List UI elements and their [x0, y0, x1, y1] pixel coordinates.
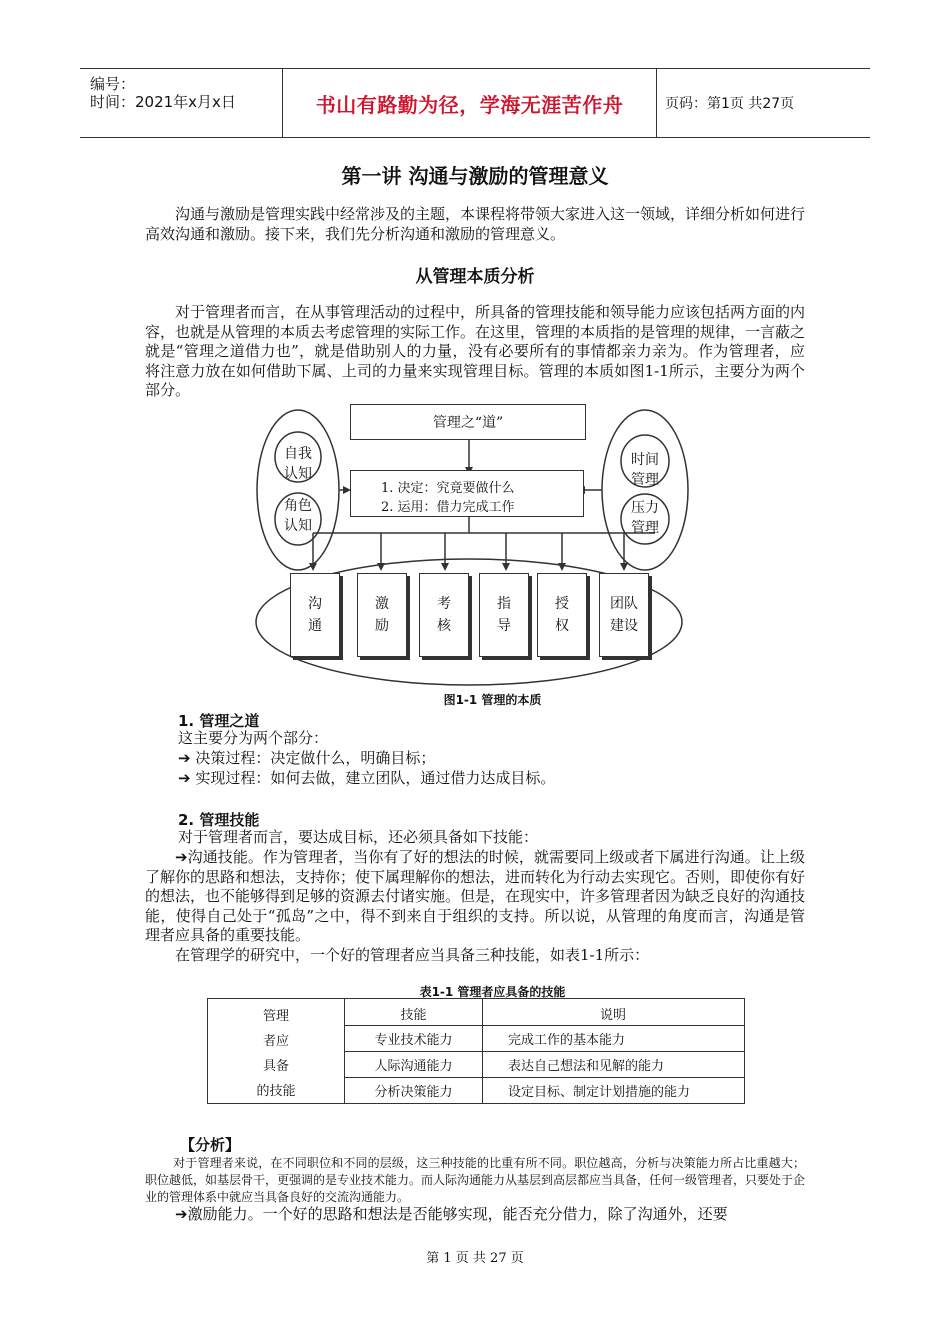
- header-page-cell: [657, 69, 870, 137]
- box-guidance: 指 导: [479, 573, 529, 657]
- analysis-heading: 【分析】: [180, 1136, 241, 1154]
- intro-paragraph: [145, 205, 805, 244]
- lecture-title: 第一讲 沟通与激励的管理意义: [341, 164, 609, 188]
- page-footer: 第 1 页 共 27 页: [426, 1251, 524, 1266]
- self-cognition-label: 自我 认知: [284, 446, 312, 482]
- pressure-management-label: 压力 管理: [631, 500, 659, 536]
- table-intro-text: 在管理学的研究中，一个好的管理者应当具备三种技能，如表1-1所示：: [175, 946, 650, 964]
- arrow-icon: ➔: [175, 1205, 188, 1223]
- bullet1-text: 决策过程：决定做什么，明确目标；: [195, 749, 436, 767]
- box-motivation: 激 励: [357, 573, 407, 657]
- table-cell-desc: 完成工作的基本能力: [508, 1033, 626, 1048]
- box-team-building: 团队 建设: [599, 573, 649, 657]
- header-motto-cell: [283, 69, 657, 137]
- motivation-skill-text: 激励能力。一个好的思路和想法是否能够实现，能否充分借力，除了沟通外，还要: [187, 1205, 728, 1223]
- role-cognition-label: 角色 认知: [284, 498, 312, 534]
- header-left-cell: [80, 69, 283, 137]
- row-head-4: 的技能: [256, 1083, 296, 1099]
- page-info: 页码：第1页 共27页: [665, 96, 795, 112]
- number-label: 编号：: [90, 75, 136, 93]
- table-cell-skill: 分析决策能力: [374, 1085, 453, 1100]
- para-essence: [145, 303, 805, 401]
- right-ellipse: [602, 410, 688, 570]
- box-assessment: 考 核: [419, 573, 469, 657]
- section-title: 从管理本质分析: [415, 267, 535, 287]
- diagram-middle-box: [350, 470, 584, 517]
- row-head-2: 者应: [262, 1033, 289, 1049]
- arrow-icon: ➔: [178, 749, 191, 767]
- motto: 书山有路勤为径，学海无涯苦作舟: [315, 92, 624, 117]
- section2-heading: 2. 管理技能: [178, 811, 260, 829]
- table-caption: 表1-1 管理者应具备的技能: [419, 985, 566, 999]
- communication-skill-text: 沟通技能。作为管理者，当你有了好的想法的时候，就需要同上级或者下属进行沟通。让上级了解你的思路和想法，支持你；使下属理解你的想法，进而转化为行动去实现它。否则，即使你有好的想法，也不能够得到足够的资源去付诸实施。但是，在现实中，许多管理者因为缺乏良好的沟通技能，使得自己处于“孤岛”之中，得不到来自于组织的支持。所以说，从管理的角度而言，沟通是管理者应具备的重要技能。: [145, 848, 806, 945]
- motivation-skill-paragraph: [145, 1205, 805, 1225]
- document-header: [80, 68, 870, 138]
- header-skill: 技能: [400, 1007, 427, 1023]
- section1-heading: 1. 管理之道: [178, 712, 260, 730]
- section2-intro: 对于管理者而言，要达成目标，还必须具备如下技能：: [178, 828, 539, 846]
- arrow-icon: ➔: [178, 769, 191, 787]
- bullet2-text: 实现过程：如何去做，建立团队，通过借力达成目标。: [195, 769, 556, 787]
- analysis-text: 对于管理者来说，在不同职位和不同的层级，这三种技能的比重有所不同。职位越高，分析与决策能力所占比重越大；职位越低，如基层骨干，更强调的是专业技术能力。而人际沟通能力从基层到高层都应当具备，任何一级管理者，只要处于企业的管理体系中就应当具备良好的交流沟通能力。: [145, 1156, 806, 1204]
- figure-caption: 图1-1 管理的本质: [443, 693, 542, 707]
- time-management-label: 时间 管理: [631, 452, 659, 488]
- communication-skill-paragraph: [145, 848, 805, 946]
- table-cell-skill: 人际沟通能力: [374, 1059, 453, 1074]
- table-cell-desc: 设定目标、制定计划措施的能力: [508, 1085, 691, 1100]
- box-authorization: 授 权: [537, 573, 587, 657]
- left-ellipse: [257, 410, 339, 570]
- para-essence-text: 对于管理者而言，在从事管理活动的过程中，所具备的管理技能和领导能力应该包括两方面的内容，也就是从管理的本质去考虑管理的实际工作。在这里，管理的本质指的是管理的规律，一言蔽之就是“管理之道借力也”，就是借助别人的力量，没有必要所有的事情都亲力亲为。作为管理者，应将注意力放在如何借助下属、上司的力量来实现管理目标。管理的本质如图1-1所示，主要分为两个部分。: [145, 303, 806, 400]
- section1-intro: 这主要分为两个部分：: [178, 729, 329, 747]
- analysis-paragraph: [145, 1155, 805, 1206]
- table-cell-skill: 专业技术能力: [374, 1033, 453, 1048]
- table-cell-desc: 表达自己想法和见解的能力: [508, 1059, 665, 1074]
- header-description: 说明: [599, 1007, 626, 1023]
- date-label: 时间：2021年x月x日: [90, 93, 236, 111]
- row-head-1: 管理: [262, 1008, 289, 1024]
- row-head-3: 具备: [262, 1058, 289, 1074]
- section1-bullet1: [178, 749, 778, 769]
- diagram-mid-line1: 1. 决定：究竟要做什么: [381, 481, 515, 496]
- intro-text: 沟通与激励是管理实践中经常涉及的主题，本课程将带领大家进入这一领域，详细分析如何进行高效沟通和激励。接下来，我们先分析沟通和激励的管理意义。: [145, 205, 806, 243]
- diagram-mid-line2: 2. 运用：借力完成工作: [381, 500, 515, 515]
- arrow-icon: ➔: [175, 848, 188, 866]
- skills-table: [207, 998, 745, 1104]
- box-communication: 沟 通: [290, 573, 340, 657]
- section1-bullet2: [178, 769, 778, 789]
- diagram-top-box: 管理之“道”: [350, 404, 586, 440]
- table-intro: [145, 946, 805, 966]
